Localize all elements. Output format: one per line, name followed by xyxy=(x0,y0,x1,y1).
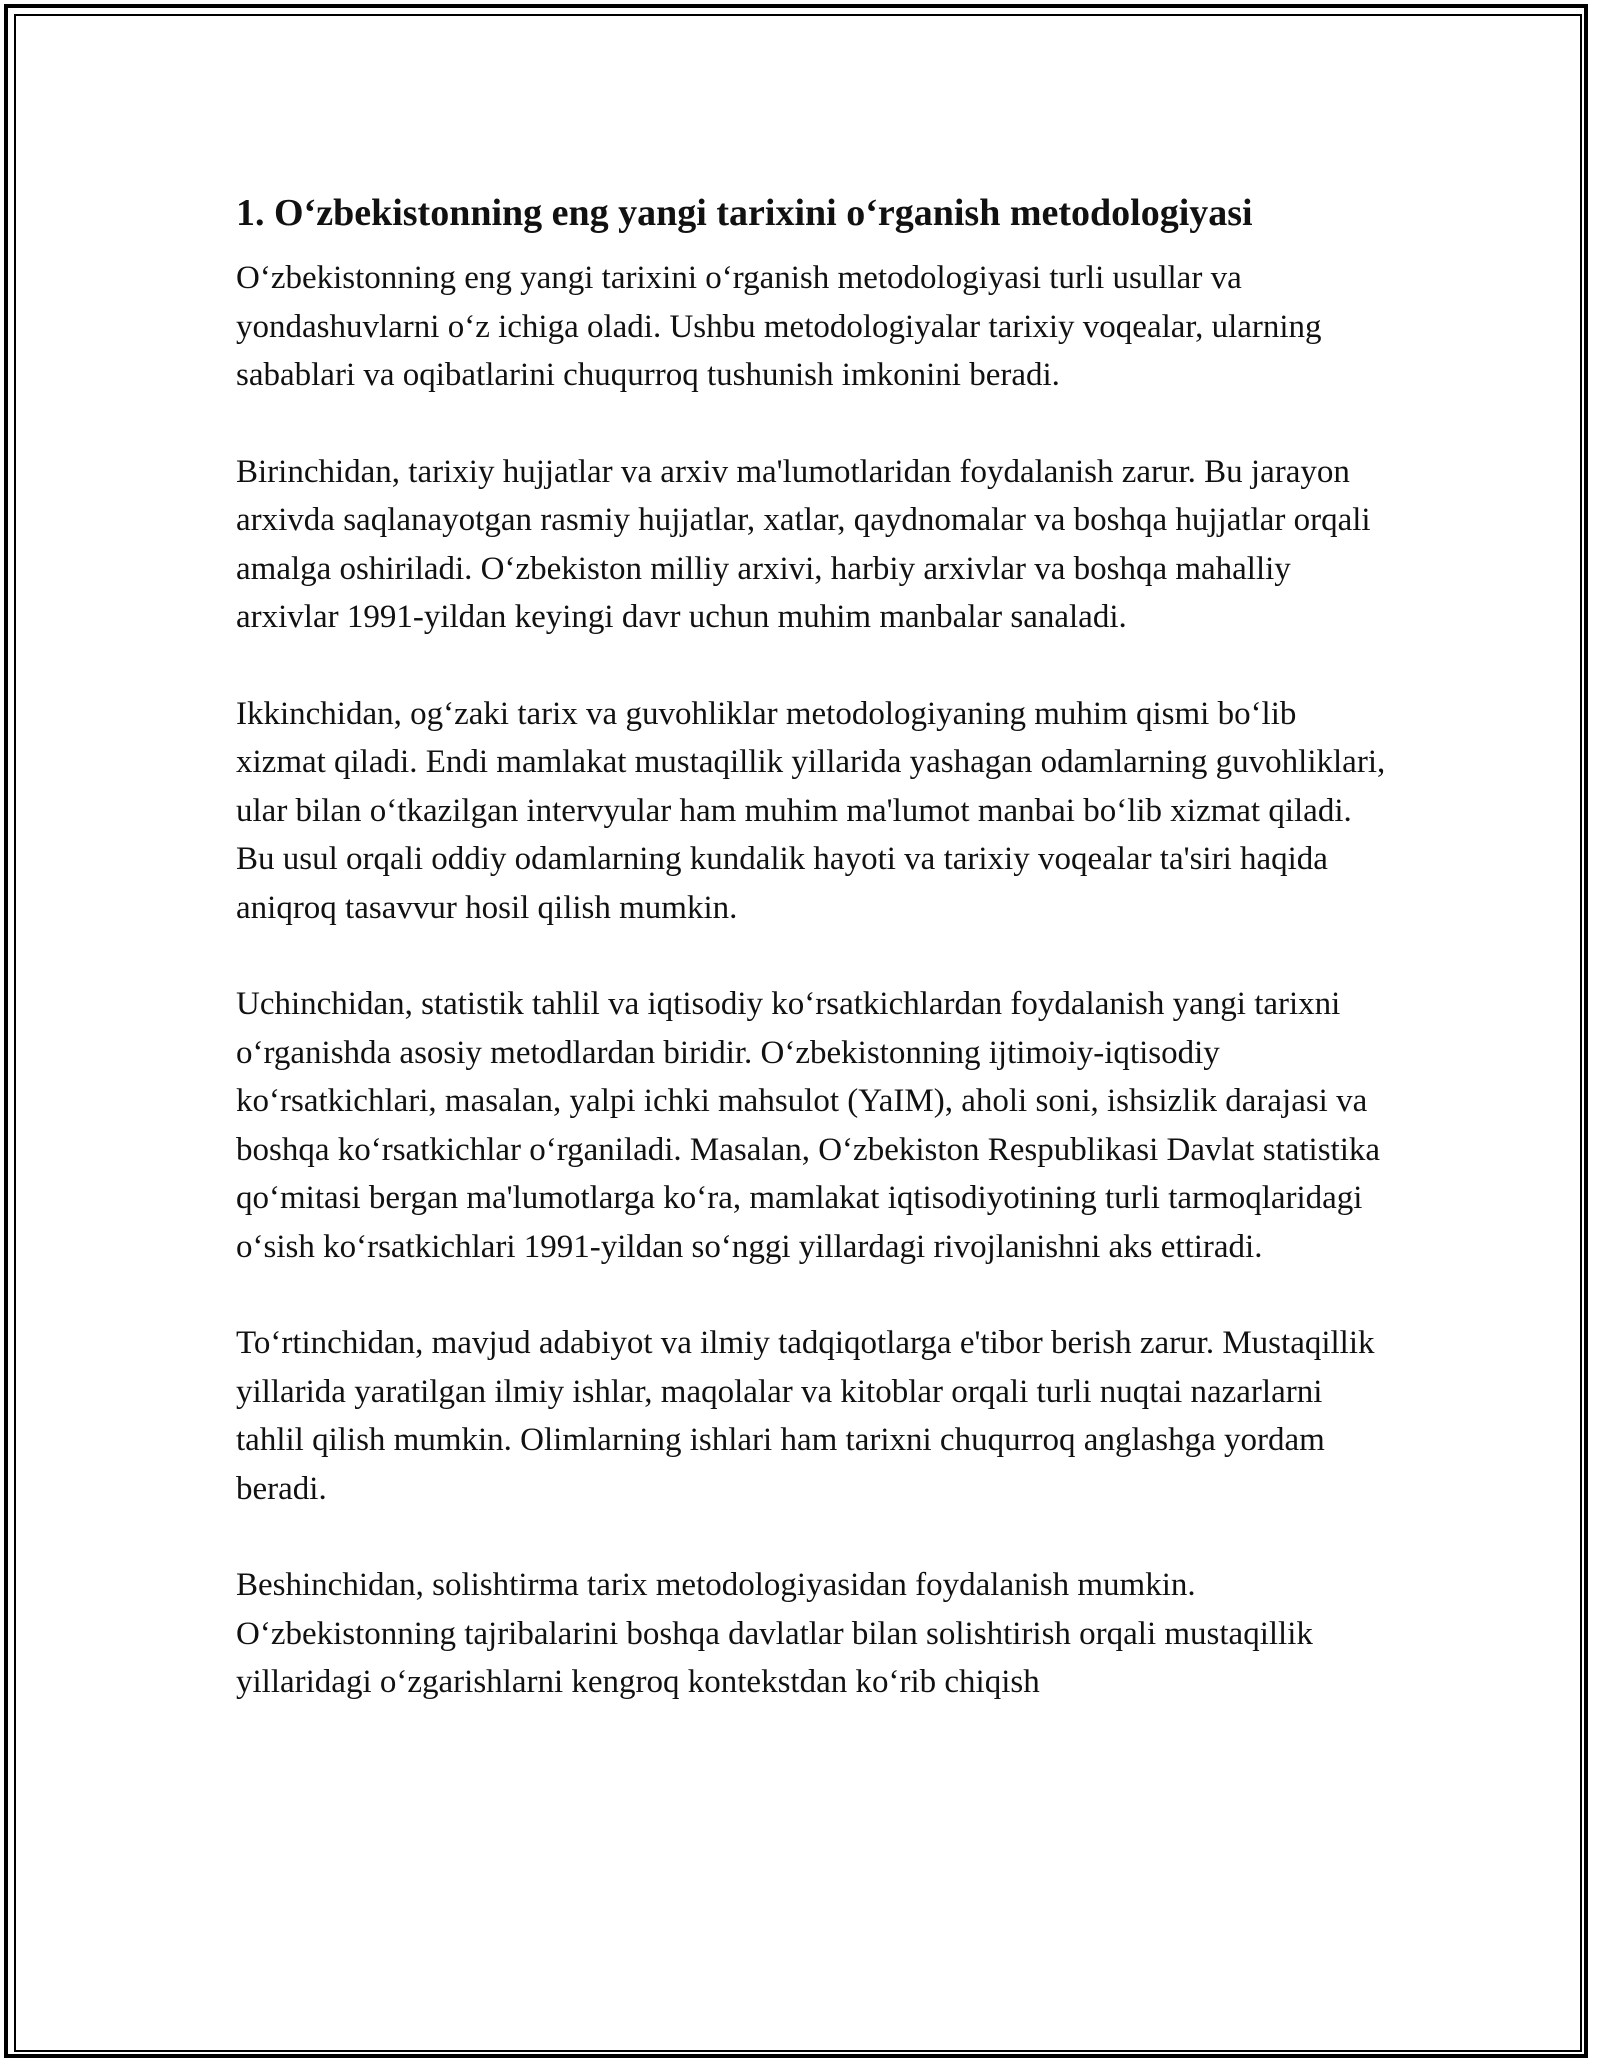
paragraph-second: Ikkinchidan, og‘zaki tarix va guvohliklar metodologiyaning muhim qismi bo‘lib xizmat qiladi. Endi mamlakat mustaqillik yillarida yashagan odamlarning guvohliklari, ular bilan o‘tkazilgan intervyular ham muhim ma'lumot manbai bo‘lib xizmat qiladi. Bu usul orqali oddiy odamlarning kundalik hayoti va tarixiy voqealar ta'siri haqida aniqroq tasavvur hosil qilish mumkin. xyxy=(236,695,1386,926)
paragraph-fifth: Beshinchidan, solishtirma tarix metodologiyasidan foydalanish mumkin. O‘zbekistonning tajribalarini boshqa davlatlar bilan solishtirish orqali mustaqillik yillaridagi o‘zgarishlarni kengroq kontekstdan ko‘rib chiqish xyxy=(236,1567,1313,1700)
paragraph-fourth: To‘rtinchidan, mavjud adabiyot va ilmiy tadqiqotlarga e'tibor berish zarur. Mustaqillik yillarida yaratilgan ilmiy ishlar, maqolalar va kitoblar orqali turli nuqtai nazarlarni tahlil qilish mumkin. Olimlarning ishlari ham tarixni chuqurroq anglashga yordam beradi. xyxy=(236,1325,1375,1507)
page-title: 1. O‘zbekistonning eng yangi tarixini o‘rganish metodologiyasi xyxy=(236,192,1253,234)
paragraph-third: Uchinchidan, statistik tahlil va iqtisodiy ko‘rsatkichlardan foydalanish yangi tarixni o‘rganishda asosiy metodlardan biridir. O‘zbekistonning ijtimoiy-iqtisodiy ko‘rsatkichlari, masalan, yalpi ichki mahsulot (YaIM), aholi soni, ishsizlik darajasi va boshqa ko‘rsatkichlar o‘rganiladi. Masalan, O‘zbekiston Respublikasi Davlat statistika qo‘mitasi bergan ma'lumotlarga ko‘ra, mamlakat iqtisodiyotining turli tarmoqlaridagi o‘sish ko‘rsatkichlari 1991-yildan so‘nggi yillardagi rivojlanishni aks ettiradi. xyxy=(236,986,1381,1265)
paragraph-first: Birinchidan, tarixiy hujjatlar va arxiv ma'lumotlaridan foydalanish zarur. Bu jarayon arxivda saqlanayotgan rasmiy hujjatlar, xatlar, qaydnomalar va boshqa hujjatlar orqali amalga oshiriladi. O‘zbekiston milliy arxivi, harbiy arxivlar va boshqa mahalliy arxivlar 1991-yildan keyingi davr uchun muhim manbalar sanaladi. xyxy=(236,453,1371,635)
document-body xyxy=(236,186,1386,1755)
paragraph-intro: O‘zbekistonning eng yangi tarixini o‘rganish metodologiyasi turli usullar va yondashuvlarni o‘z ichiga oladi. Ushbu metodologiyalar tarixiy voqealar, ularning sabablari va oqibatlarini chuqurroq tushunish imkonini beradi. xyxy=(236,260,1322,393)
